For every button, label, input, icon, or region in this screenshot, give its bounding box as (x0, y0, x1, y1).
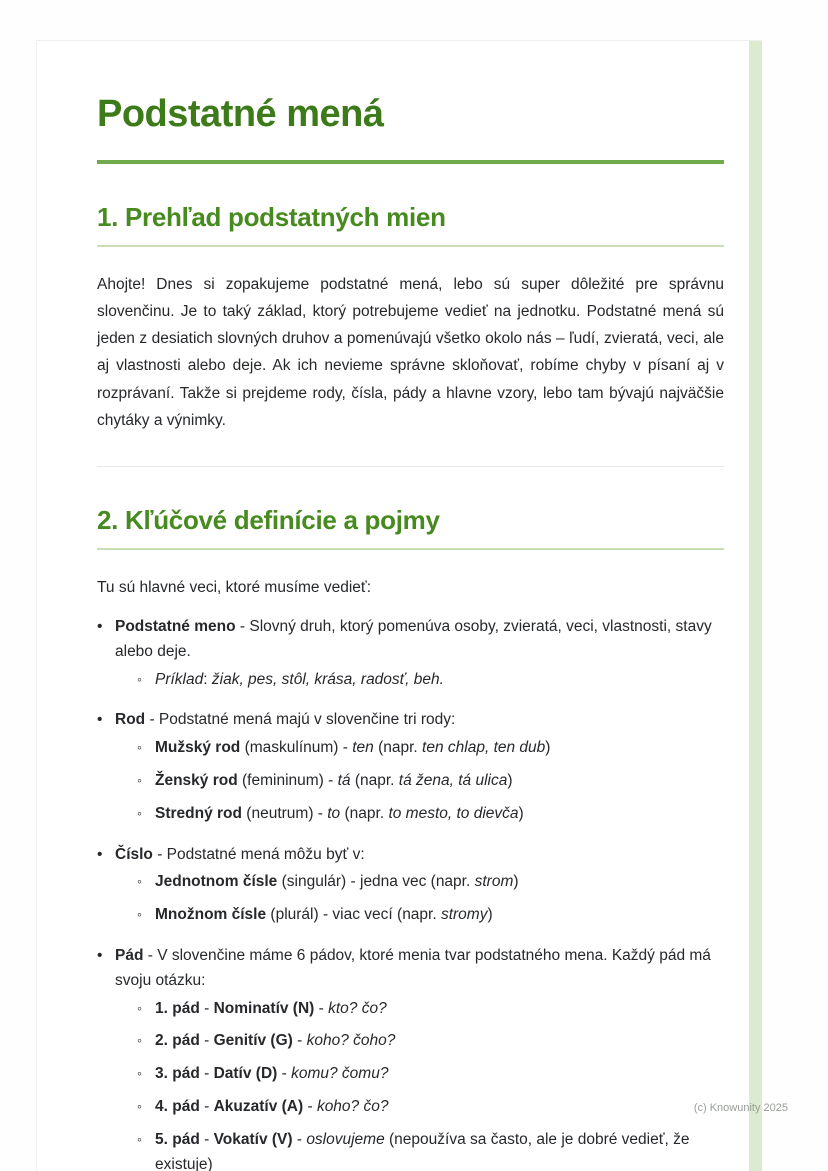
title-rule (97, 160, 724, 164)
circle-marker: ◦ (137, 670, 142, 687)
sub-list-item (137, 1128, 724, 1171)
list-item-text: Stredný rod (neutrum) - to (napr. to mesto, to dievča) (155, 804, 524, 822)
section-1-heading: 1. Prehľad podstatných mien (97, 202, 446, 232)
list-item-text: Pád - V slovenčine máme 6 pádov, ktoré menia tvar podstatného mena. Každý pád má svoju otázku: (115, 946, 711, 989)
bullet-marker: • (97, 946, 103, 964)
section-2-heading: 2. Kľúčové definície a pojmy (97, 504, 440, 535)
list-item-text: Podstatné meno - Slovný druh, ktorý pomenúva osoby, zvieratá, veci, vlastnosti, stavy alebo deje. (115, 618, 712, 660)
sub-list-item (137, 997, 724, 1022)
list-item-text: Ženský rod (femininum) - tá (napr. tá žena, tá ulica) (155, 771, 513, 789)
circle-marker: ◦ (137, 873, 142, 890)
section-2-intro: Tu sú hlavné veci, ktoré musíme vedieť: (97, 578, 372, 596)
sub-list-item (137, 668, 724, 693)
copyright-watermark: (c) Knowunity 2025 (693, 1102, 788, 1114)
list-item (97, 708, 724, 733)
section-overview (97, 202, 724, 434)
circle-marker: ◦ (137, 804, 142, 821)
list-item-text: Množnom čísle (plurál) - viac vecí (napr. stromy) (155, 906, 493, 924)
section-2-rule (97, 548, 724, 550)
sub-list-item (137, 736, 724, 761)
list-item-text: Príklad: žiak, pes, stôl, krása, radosť, beh. (155, 670, 444, 688)
circle-marker: ◦ (137, 906, 142, 923)
circle-marker: ◦ (137, 1097, 142, 1114)
section-definitions (97, 505, 724, 1171)
sub-list-item (137, 1029, 724, 1054)
section-divider (97, 466, 724, 467)
sub-list-item (137, 1095, 724, 1120)
list-item-text: Jednotnom čísle (singulár) - jedna vec (napr. strom) (155, 873, 519, 891)
list-item-text: Mužský rod (maskulínum) - ten (napr. ten chlap, ten dub) (155, 739, 551, 757)
page-content (37, 41, 762, 1171)
list-item (97, 615, 724, 665)
list-item (97, 944, 724, 994)
list-item-text: 2. pád - Genitív (G) - koho? čoho? (155, 1032, 396, 1050)
circle-marker: ◦ (137, 999, 142, 1016)
sub-list-item (137, 870, 724, 895)
list-item-text: 4. pád - Akuzatív (A) - koho? čo? (155, 1097, 389, 1115)
list-item-text: 3. pád - Datív (D) - komu? čomu? (155, 1065, 389, 1083)
page-title: Podstatné mená (97, 93, 384, 135)
section-1-paragraph: Ahojte! Dnes si zopakujeme podstatné mená, lebo sú super dôležité pre správnu slovenčinu. Je to taký základ, ktorý potrebujeme vedieť na jednotku. Podstatné mená sú jeden z desiatich slovných druhov a pomenúvajú všetko okolo nás – ľudí, zvieratá, veci, ale aj vlastnosti alebo deje. Ak ich nevieme správne skloňovať, robíme chyby v písaní aj v rozprávaní. Takže si prejdeme rody, čísla, pády a hlavne vzory, lebo tam bývajú najväčšie chytáky a výnimky. (97, 276, 724, 429)
definition-list (97, 615, 724, 1171)
bullet-marker: • (97, 618, 103, 635)
document-page (36, 40, 762, 1171)
circle-marker: ◦ (137, 1032, 142, 1049)
list-item-text: Rod - Podstatné mená majú v slovenčine tri rody: (115, 711, 456, 729)
list-item-text: Číslo - Podstatné mená môžu byť v: (115, 845, 365, 863)
circle-marker: ◦ (137, 739, 142, 756)
sub-list-item (137, 1062, 724, 1087)
sub-list-item (137, 802, 724, 827)
section-1-rule (97, 245, 724, 247)
bullet-marker: • (97, 711, 103, 729)
list-item-text: 1. pád - Nominatív (N) - kto? čo? (155, 999, 387, 1017)
list-item (97, 843, 724, 868)
sub-list-item (137, 903, 724, 928)
list-item-text: 5. pád - Vokatív (V) - oslovujeme (nepoužíva sa často, ale je dobré vedieť, že existuje) (155, 1130, 690, 1171)
circle-marker: ◦ (137, 1130, 142, 1147)
circle-marker: ◦ (137, 1065, 142, 1082)
sub-list-item (137, 769, 724, 794)
circle-marker: ◦ (137, 771, 142, 788)
bullet-marker: • (97, 845, 103, 863)
